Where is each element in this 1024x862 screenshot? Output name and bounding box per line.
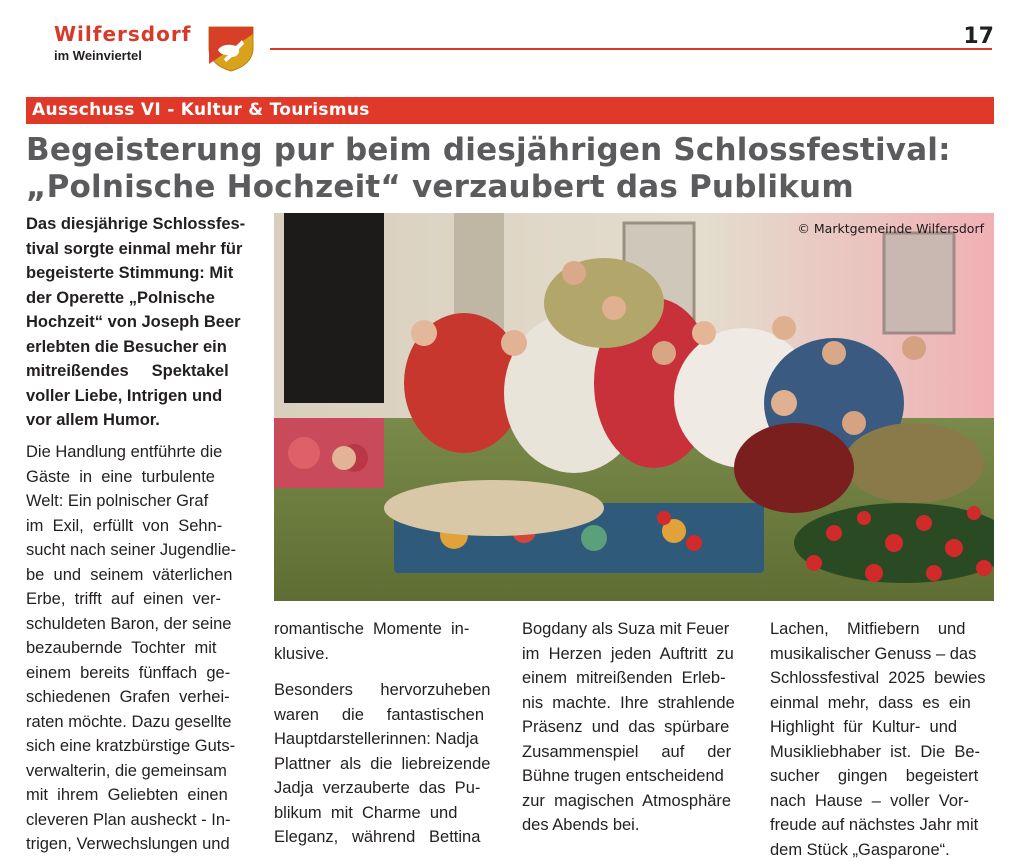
- article-headline: [26, 132, 994, 206]
- brand-name: Wilfersdorf: [54, 22, 191, 46]
- photo-credit: © Marktgemeinde Wilfersdorf: [797, 221, 984, 236]
- page-number: 17: [963, 24, 994, 49]
- body-line: Gäste in eine turbulente: [26, 465, 248, 490]
- body-line: Lachen, Mitfiebern und: [770, 617, 994, 642]
- lead-line: Das diesjährige Schlossfes-: [26, 212, 248, 237]
- body-line: mit ihrem Geliebten einen: [26, 783, 248, 808]
- body-line: des Abends bei.: [522, 813, 744, 838]
- brand-subtitle: im Weinviertel: [54, 48, 191, 64]
- headline-line-2: „Polnische Hochzeit“ verzaubert das Publikum: [26, 169, 994, 206]
- body-line: freude auf nächstes Jahr mit: [770, 813, 994, 838]
- body-column-2: [274, 617, 496, 850]
- lead-line: Hochzeit“ von Joseph Beer: [26, 310, 248, 335]
- lead-line: tival sorgte einmal mehr für: [26, 237, 248, 262]
- body-line: trigen, Verwechslungen und: [26, 832, 248, 857]
- body-line: Hauptdarstellerinnen: Nadja: [274, 727, 496, 752]
- body-line: raten möchte. Dazu gesellte: [26, 710, 248, 735]
- lead-line: vor allem Humor.: [26, 408, 248, 433]
- body-line: schuldeten Baron, der seine: [26, 612, 248, 637]
- masthead: [54, 22, 191, 64]
- body-line: Musikliebhaber ist. Die Be-: [770, 740, 994, 765]
- body-line: schiedenen Grafen verhei-: [26, 685, 248, 710]
- body-column-3: [522, 617, 744, 838]
- body-line: einem bereits fünffach ge-: [26, 661, 248, 686]
- body-line: Highlight für Kultur- und: [770, 715, 994, 740]
- lead-line: voller Liebe, Intrigen und: [26, 384, 248, 409]
- body-line: sucht nach seiner Jugendlie-: [26, 538, 248, 563]
- body-line: Plattner als die liebreizende: [274, 752, 496, 777]
- body-line: verwalterin, die gemeinsam: [26, 759, 248, 784]
- section-label: Ausschuss VI - Kultur & Tourismus: [26, 97, 994, 124]
- lead-paragraph: [26, 212, 248, 433]
- coat-of-arms-icon: [206, 24, 256, 72]
- body-line: klusive.: [274, 642, 496, 667]
- lead-line: erlebten die Besucher ein: [26, 335, 248, 360]
- body-line: dem Stück „Gasparone“.: [770, 838, 994, 862]
- body-line: nis machte. Ihre strahlende: [522, 691, 744, 716]
- body-column-4: [770, 617, 994, 862]
- lead-line: der Operette „Polnische: [26, 286, 248, 311]
- body-line: im Exil, erfüllt von Sehn-: [26, 514, 248, 539]
- body-line: nach Hause – voller Vor-: [770, 789, 994, 814]
- body-line: Zusammenspiel auf der: [522, 740, 744, 765]
- body-line: blikum mit Charme und: [274, 801, 496, 826]
- headline-line-1: Begeisterung pur beim diesjährigen Schlossfestival:: [26, 132, 994, 169]
- body-column-1: [26, 440, 248, 857]
- body-line: Erbe, trifft auf einen ver-: [26, 587, 248, 612]
- body-line: be und seinem väterlichen: [26, 563, 248, 588]
- body-line: im Herzen jeden Auftritt zu: [522, 642, 744, 667]
- lead-line: mitreißendes Spektakel: [26, 359, 248, 384]
- body-line: Schlossfestival 2025 bewies: [770, 666, 994, 691]
- lead-line: begeisterte Stimmung: Mit: [26, 261, 248, 286]
- body-line: Jadja verzauberte das Pu-: [274, 776, 496, 801]
- body-line: bezaubernde Tochter mit: [26, 636, 248, 661]
- body-line: sich eine kratzbürstige Guts-: [26, 734, 248, 759]
- stage-photo: [274, 213, 994, 601]
- body-line: einem mitreißenden Erleb-: [522, 666, 744, 691]
- body-line: musikalischer Genuss – das: [770, 642, 994, 667]
- body-line: einmal mehr, dass es ein: [770, 691, 994, 716]
- body-line: Eleganz, während Bettina: [274, 825, 496, 850]
- body-line: sucher gingen begeistert: [770, 764, 994, 789]
- body-line: Präsenz und das spürbare: [522, 715, 744, 740]
- body-line: zur magischen Atmosphäre: [522, 789, 744, 814]
- body-line: cleveren Plan ausheckt - In-: [26, 808, 248, 833]
- body-line: Besonders hervorzuheben: [274, 678, 496, 703]
- header-rule: [270, 48, 992, 50]
- body-line: waren die fantastischen: [274, 703, 496, 728]
- body-line: romantische Momente in-: [274, 617, 496, 642]
- body-line: Bühne trugen entscheidend: [522, 764, 744, 789]
- body-line: Welt: Ein polnischer Graf: [26, 489, 248, 514]
- body-line: Die Handlung entführte die: [26, 440, 248, 465]
- photo-illustration: [274, 213, 994, 601]
- body-line: Bogdany als Suza mit Feuer: [522, 617, 744, 642]
